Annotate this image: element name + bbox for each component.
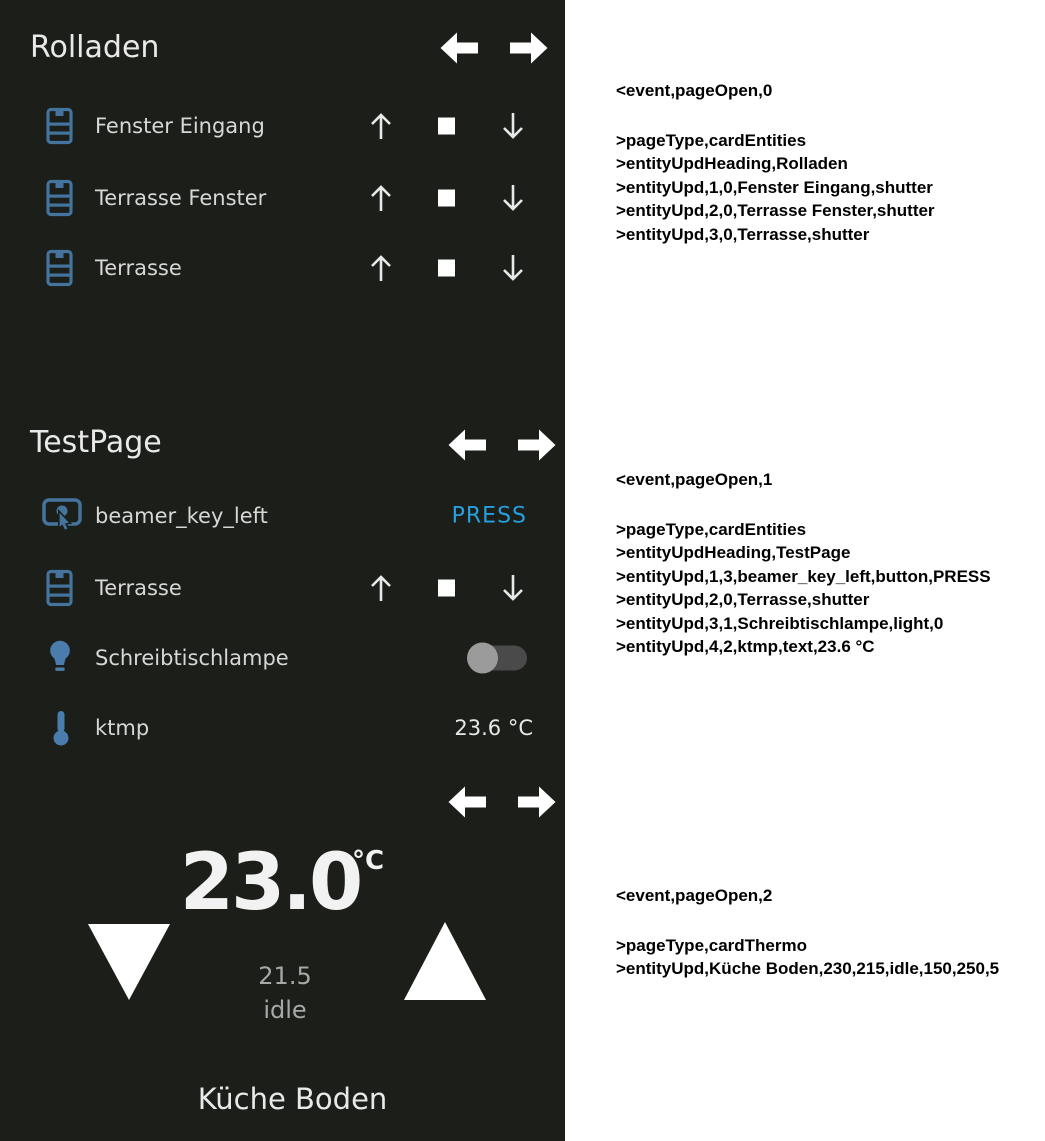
entity-row-shutter <box>0 176 565 220</box>
protocol-line: >entityUpd,4,2,ktmp,text,23.6 °C <box>616 637 875 656</box>
page-next-icon[interactable] <box>518 786 556 818</box>
protocol-line: >entityUpdHeading,TestPage <box>616 543 851 562</box>
entity-label: ktmp <box>95 716 150 740</box>
protocol-line: >pageType,cardThermo <box>616 935 807 955</box>
page-navigation <box>448 786 556 818</box>
page-prev-icon[interactable] <box>440 32 478 64</box>
entity-row-shutter <box>0 246 565 290</box>
entity-label: Fenster Eingang <box>95 114 265 138</box>
shutter-up-icon[interactable] <box>368 183 394 213</box>
entity-row-text <box>0 706 565 750</box>
thermometer-icon <box>52 710 70 747</box>
shutter-down-icon[interactable] <box>500 573 526 603</box>
window-shutter-icon <box>46 570 73 607</box>
sensor-value: 23.6 °C <box>454 716 533 740</box>
entity-label: Terrasse <box>95 576 182 600</box>
page-title: Rolladen <box>30 30 160 65</box>
window-shutter-icon <box>46 250 73 287</box>
toggle-knob[interactable] <box>467 643 498 674</box>
entity-row-light <box>0 636 565 680</box>
shutter-down-icon[interactable] <box>500 183 526 213</box>
shutter-down-icon[interactable] <box>500 111 526 141</box>
page-prev-icon[interactable] <box>448 786 486 818</box>
window-shutter-icon <box>46 108 73 145</box>
entity-label: beamer_key_left <box>95 504 268 528</box>
protocol-line: >entityUpd,1,0,Fenster Eingang,shutter <box>616 177 933 197</box>
hvac-state: idle <box>263 996 307 1024</box>
card-thermo-kueche-boden <box>0 770 565 1141</box>
protocol-line: >entityUpdHeading,Rolladen <box>616 154 848 173</box>
protocol-line: >entityUpd,3,1,Schreibtischlampe,light,0 <box>616 613 944 633</box>
protocol-block-page0 <box>616 79 935 246</box>
page-prev-icon[interactable] <box>448 429 486 461</box>
card-entities-testpage <box>0 395 565 770</box>
press-button[interactable]: PRESS <box>451 503 527 529</box>
card-entities-rolladen <box>0 0 565 395</box>
window-shutter-icon <box>46 180 73 217</box>
protocol-event-line: <event,pageOpen,2 <box>616 886 773 905</box>
protocol-line: >entityUpd,2,0,Terrasse,shutter <box>616 590 870 609</box>
page-next-icon[interactable] <box>510 32 548 64</box>
protocol-line: >entityUpd,1,3,beamer_key_left,button,PRESS <box>616 566 991 586</box>
protocol-line: >entityUpd,Küche Boden,230,215,idle,150,250,5 <box>616 959 1000 978</box>
target-temperature: 21.5 <box>258 962 312 990</box>
protocol-line: >entityUpd,3,0,Terrasse,shutter <box>616 224 870 244</box>
entity-row-shutter <box>0 104 565 148</box>
shutter-stop-icon[interactable] <box>438 260 455 277</box>
protocol-line: >pageType,cardEntities <box>616 130 807 150</box>
protocol-event-line: <event,pageOpen,1 <box>616 470 773 489</box>
shutter-stop-icon[interactable] <box>438 118 455 135</box>
protocol-block-page1 <box>616 468 991 659</box>
temperature-unit: °C <box>352 846 385 876</box>
entity-label: Terrasse Fenster <box>95 186 267 210</box>
entity-row-button <box>0 494 565 538</box>
page-next-icon[interactable] <box>518 429 556 461</box>
light-toggle-switch[interactable] <box>470 646 527 671</box>
thermostat-name: Küche Boden <box>197 1082 388 1116</box>
entity-label: Schreibtischlampe <box>95 646 289 670</box>
entity-label: Terrasse <box>95 256 182 280</box>
protocol-event-line: <event,pageOpen,0 <box>616 81 773 100</box>
shutter-up-icon[interactable] <box>368 253 394 283</box>
page-title: TestPage <box>30 425 162 460</box>
shutter-stop-icon[interactable] <box>438 190 455 207</box>
shutter-up-icon[interactable] <box>368 111 394 141</box>
entity-row-shutter <box>0 566 565 610</box>
shutter-up-icon[interactable] <box>368 573 394 603</box>
protocol-line: >entityUpd,2,0,Terrasse Fenster,shutter <box>616 201 935 220</box>
page-navigation <box>448 429 556 461</box>
current-temperature: 23.0 <box>179 838 361 928</box>
shutter-stop-icon[interactable] <box>438 580 455 597</box>
protocol-line: >pageType,cardEntities <box>616 519 807 539</box>
gesture-tap-button-icon <box>42 495 82 537</box>
protocol-block-page2 <box>616 884 999 981</box>
page-navigation <box>440 32 548 64</box>
shutter-down-icon[interactable] <box>500 253 526 283</box>
lightbulb-icon <box>47 640 73 676</box>
